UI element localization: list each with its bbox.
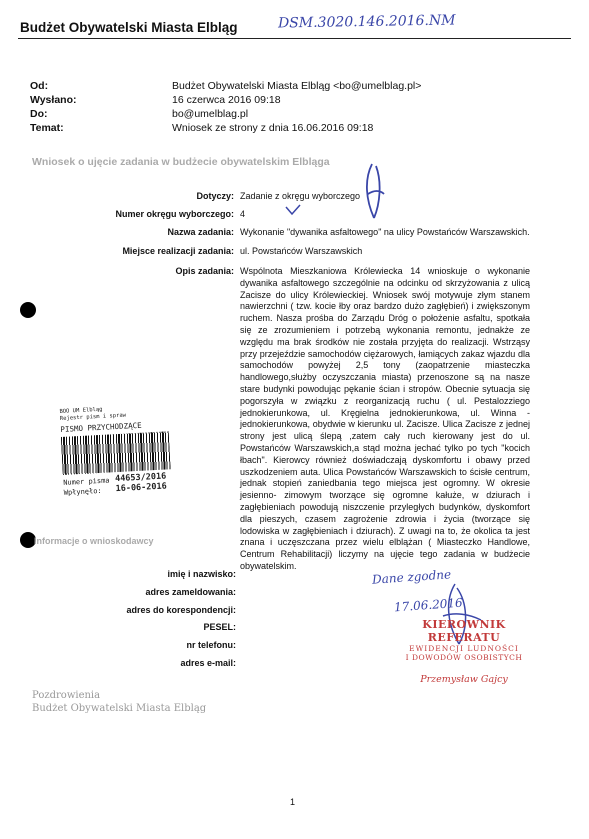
opis-label: Opis zadania:: [175, 266, 234, 276]
from-value: Budżet Obywatelski Miasta Elbląg <bo@umelblag.pl>: [172, 80, 422, 92]
handwritten-date: 17.06.2016: [393, 595, 464, 615]
to-value: bo@umelblag.pl: [172, 108, 249, 120]
stamp-name: Przemysław Gajcy: [420, 674, 508, 685]
opis-text: Wspólnota Mieszkaniowa Królewiecka 14 wnioskuje o wykonanie dywanika asfaltowego szczególnie na odcinku od skrzyżowania z ulicą Zacisze do ulicy Królewieckiej. Wniosek swój motywuje złym stanem nawierzchni ( tzw. kocie łby oraz bardzo dużo zagłębień) i zwiększonym ruchem. Nasza prośba do Zarządu Dróg o położenie asfaltu, spotkała się ze zrozumieniem i potrzebą wykonania remontu, jednakże ze względu ma brak środków nie została przyjęta do realizacji. Wstrząsy przy przejeździe samochodów ciężarowych, łamiących zakaz wjazdu dla samochodów powyżej 2,5 tony (zaopatrzenie miasteczka handlowego,służby oczyszczania miasta) przenoszone są na nasze stare budynki powodując pękanie ścian i stropów. Obecnie sytuacja się pogorszyła w związku z reorganizacją ruchu ( ul. Pestalozziego jednokierunkowa, ul. Kręgielna jednokierunkowa, ul. Winna - jednokierunkowa, obydwie w kierunku ul. Zacisze. Ulica Zacisze z jednej strony jest ulicą ślepą ,zatem cały ruch kierowany jest do ul. Powstańców Warszawskich,a stąd można jechać tylko po tych "kocich łbach". Kierowcy również doświadczają dyskomfortu i obawy przed uszkodzeniem auta. Ulica Powstańców Warszawskich to ścisłe centrum, jednak stopień zaniedbania tego miejsca jest ogromny. W okresie jesienno- zimowym tworzące się ogromne kałuże, w dziurach i zagłębieniach powodują niszczenie przyległych budynków, dyskomfort dla pieszych, czasem zagrożenie zdrowia i życia (tworzące się lodowiska w zagłębieniach i dziurach). Z uwagi na to, że okolica ta jest znana i uczęszczana przez wielu elblążan ( Miasteczko Handlowe, Centrum Rehabilitacji) liczymy na ujęcie tego zadania w budżecie obywatelskim.: [240, 266, 530, 571]
section-title: Wniosek o ujęcie zadania w budżecie obywatelskim Elbląga: [32, 156, 330, 168]
okreg-label: Numer okręgu wyborczego:: [115, 209, 234, 219]
opis-value: [240, 266, 530, 573]
miejsce-label: Miejsce realizacji zadania:: [122, 246, 234, 256]
barcode: [61, 431, 171, 475]
sticker-org: BOO UM Elbląg: [59, 406, 103, 415]
subject-value: Wniosek ze strony z dnia 16.06.2016 09:18: [172, 122, 374, 134]
from-label: Od:: [30, 80, 49, 92]
name-label: imię i nazwisko:: [167, 569, 236, 579]
handwritten-reference-number: DSM.3020.146.2016.NM: [277, 12, 456, 32]
footer-org: Budżet Obywatelski Miasta Elbląg: [32, 703, 207, 714]
email-label: adres e-mail:: [180, 658, 236, 668]
handwritten-initials: [358, 160, 388, 224]
subject-label: Temat:: [30, 122, 64, 134]
correspondence-label: adres do korespondencji:: [126, 605, 236, 615]
pesel-label: PESEL:: [203, 622, 236, 632]
sticker-kind: PISMO PRZYCHODZĄCE: [60, 420, 142, 434]
checkmark-icon: [284, 204, 302, 216]
nazwa-value: Wykonanie "dywanika asfaltowego" na ulicy Powstańców Warszawskich.: [240, 227, 530, 237]
punch-hole: [20, 302, 36, 318]
sticker-date-label: Wpłynęło:: [63, 486, 102, 497]
address-label: adres zameldowania:: [145, 587, 236, 597]
nazwa-label: Nazwa zadania:: [167, 227, 234, 237]
to-label: Do:: [30, 108, 48, 120]
sticker-sub: Rejestr pism i spraw: [59, 412, 127, 422]
header-divider: [18, 38, 571, 39]
miejsce-value: ul. Powstańców Warszawskich: [240, 246, 363, 256]
registry-barcode-sticker: [59, 403, 176, 513]
dotyczy-label: Dotyczy:: [196, 191, 234, 201]
phone-label: nr telefonu:: [186, 640, 236, 650]
stamp-line-1: KIEROWNIK REFERATU: [422, 618, 506, 644]
stamp-line-2: EWIDENCJI LUDNOŚCI: [409, 644, 519, 653]
official-stamp: [384, 618, 544, 685]
document-header-title: Budżet Obywatelski Miasta Elbląg: [20, 20, 238, 35]
page-number: 1: [290, 797, 296, 807]
stamp-line-3: I DOWODÓW OSOBISTYCH: [405, 653, 523, 662]
okreg-value: 4: [240, 209, 246, 219]
applicant-section-title: Informacje o wnioskodawcy: [34, 536, 154, 546]
dotyczy-value: Zadanie z okręgu wyborczego: [240, 191, 361, 201]
greeting: Pozdrowienia: [32, 690, 101, 701]
sticker-number-label: Numer pisma: [63, 476, 110, 487]
handwritten-data-verified: Dane zgodne: [371, 567, 452, 587]
sent-label: Wysłano:: [30, 94, 77, 106]
sent-value: 16 czerwca 2016 09:18: [172, 94, 281, 106]
sticker-number-value: 44653/2016: [114, 471, 167, 485]
sticker-date-value: 16-06-2016: [115, 481, 168, 495]
email-header: [0, 80, 589, 140]
